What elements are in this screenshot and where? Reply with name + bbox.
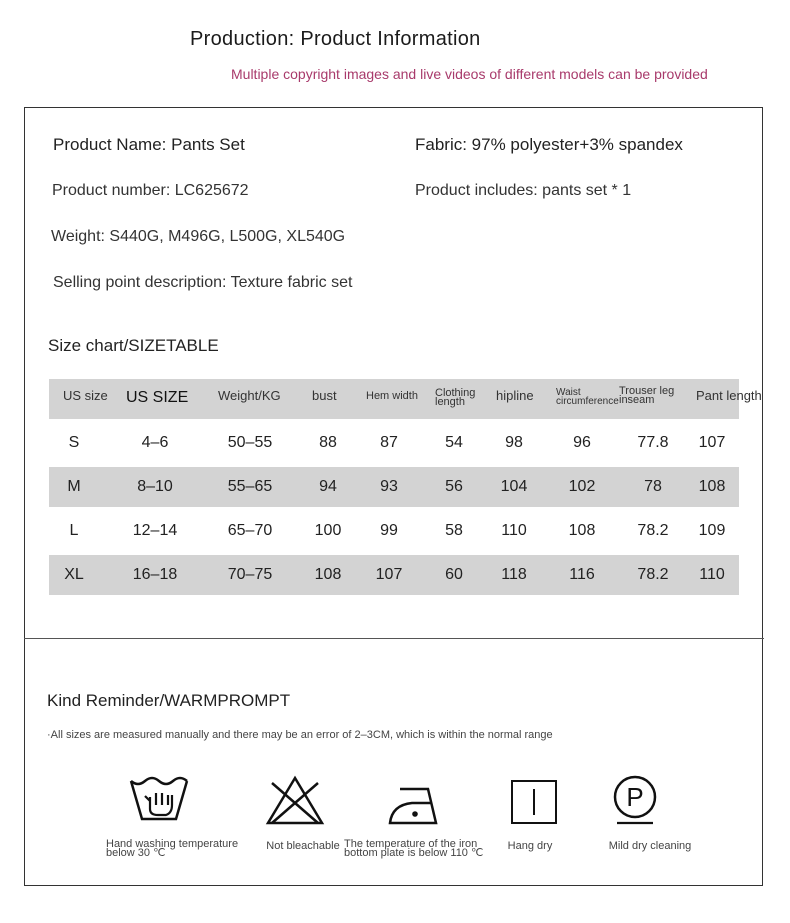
table-row xyxy=(49,467,739,507)
table-cell: 88 xyxy=(319,434,337,451)
table-row xyxy=(49,423,739,463)
header-waist: Waist circumference xyxy=(556,387,619,407)
header-weight: Weight/KG xyxy=(218,388,281,403)
product-number: Product number: LC625672 xyxy=(52,182,249,199)
table-cell: 58 xyxy=(445,522,463,539)
table-cell: 94 xyxy=(319,478,337,495)
table-cell: 12–14 xyxy=(132,522,178,539)
product-name: Product Name: Pants Set xyxy=(53,135,245,154)
table-cell: 77.8 xyxy=(637,434,669,451)
header-trouser-inseam: Trouser leg inseam xyxy=(619,385,675,406)
table-cell: 108 xyxy=(568,522,596,539)
table-cell: S xyxy=(68,434,80,451)
reminder-heading: Kind Reminder/WARMPROMPT xyxy=(47,691,291,710)
fabric: Fabric: 97% polyester+3% spandex xyxy=(415,135,683,154)
table-row xyxy=(49,511,739,551)
header-hem-width: Hem width xyxy=(366,390,418,402)
table-cell: 70–75 xyxy=(227,566,273,583)
product-includes: Product includes: pants set * 1 xyxy=(415,182,632,199)
table-cell: M xyxy=(67,478,81,495)
table-cell: 110 xyxy=(501,522,527,539)
table-cell: 54 xyxy=(445,434,463,451)
table-cell: 116 xyxy=(569,566,595,583)
selling-point: Selling point description: Texture fabric set xyxy=(53,274,353,291)
header-clothing-length: Clothing length xyxy=(435,387,476,408)
table-cell: 65–70 xyxy=(227,522,273,539)
table-cell: 50–55 xyxy=(227,434,273,451)
header-hipline: hipline xyxy=(496,388,534,403)
table-cell: 107 xyxy=(698,434,726,451)
no-bleach-icon xyxy=(264,775,326,827)
table-cell: 100 xyxy=(314,522,342,539)
table-cell: 60 xyxy=(445,566,463,583)
table-cell: 8–10 xyxy=(137,478,173,495)
table-cell: 107 xyxy=(375,566,403,583)
table-cell: 108 xyxy=(698,478,726,495)
size-chart-heading: Size chart/SIZETABLE xyxy=(48,336,219,355)
care-label-hang-dry: Hang dry xyxy=(507,840,553,852)
table-cell: 16–18 xyxy=(132,566,178,583)
table-row xyxy=(49,555,739,595)
table-cell: 87 xyxy=(380,434,398,451)
table-cell: 93 xyxy=(380,478,398,495)
table-cell: 56 xyxy=(445,478,463,495)
table-cell: 109 xyxy=(698,522,726,539)
table-cell: 99 xyxy=(380,522,398,539)
header-pant-length: Pant length xyxy=(696,388,762,403)
weight: Weight: S440G, M496G, L500G, XL540G xyxy=(51,228,346,245)
header-bust: bust xyxy=(312,388,337,403)
table-cell: 102 xyxy=(568,478,596,495)
care-label-hand-wash: Hand washing temperature below 30 ℃ xyxy=(106,838,239,859)
hang-dry-icon xyxy=(504,775,566,827)
table-cell: L xyxy=(69,522,79,539)
table-cell: 55–65 xyxy=(227,478,273,495)
table-cell: 98 xyxy=(505,434,523,451)
iron-icon xyxy=(386,775,448,827)
reminder-note: ·All sizes are measured manually and there may be an error of 2–3CM, which is within the normal range xyxy=(47,729,553,741)
table-cell: 78 xyxy=(644,478,662,495)
care-label-dry-clean: Mild dry cleaning xyxy=(608,840,692,852)
dry-clean-icon xyxy=(604,775,666,827)
header-us-size-range: US SIZE xyxy=(126,389,189,406)
table-cell: 110 xyxy=(699,566,725,583)
table-header-row xyxy=(49,379,762,419)
hand-wash-icon xyxy=(128,775,190,827)
table-cell: 96 xyxy=(573,434,591,451)
table-cell: 118 xyxy=(501,566,527,583)
page-subtitle: Multiple copyright images and live videos of different models can be provided xyxy=(231,66,708,82)
care-label-iron: The temperature of the iron bottom plate is below 110 ℃ xyxy=(344,838,484,859)
table-cell: 78.2 xyxy=(637,522,669,539)
header-us-size: US size xyxy=(63,388,108,403)
table-cell: 4–6 xyxy=(141,434,169,451)
section-divider xyxy=(24,638,764,639)
page-title: Production: Product Information xyxy=(190,28,481,50)
table-cell: XL xyxy=(64,566,84,583)
table-cell: 78.2 xyxy=(637,566,669,583)
care-label-no-bleach: Not bleachable xyxy=(266,840,340,852)
table-cell: 108 xyxy=(314,566,342,583)
table-cell: 104 xyxy=(500,478,528,495)
svg-text:P: P xyxy=(626,782,644,812)
